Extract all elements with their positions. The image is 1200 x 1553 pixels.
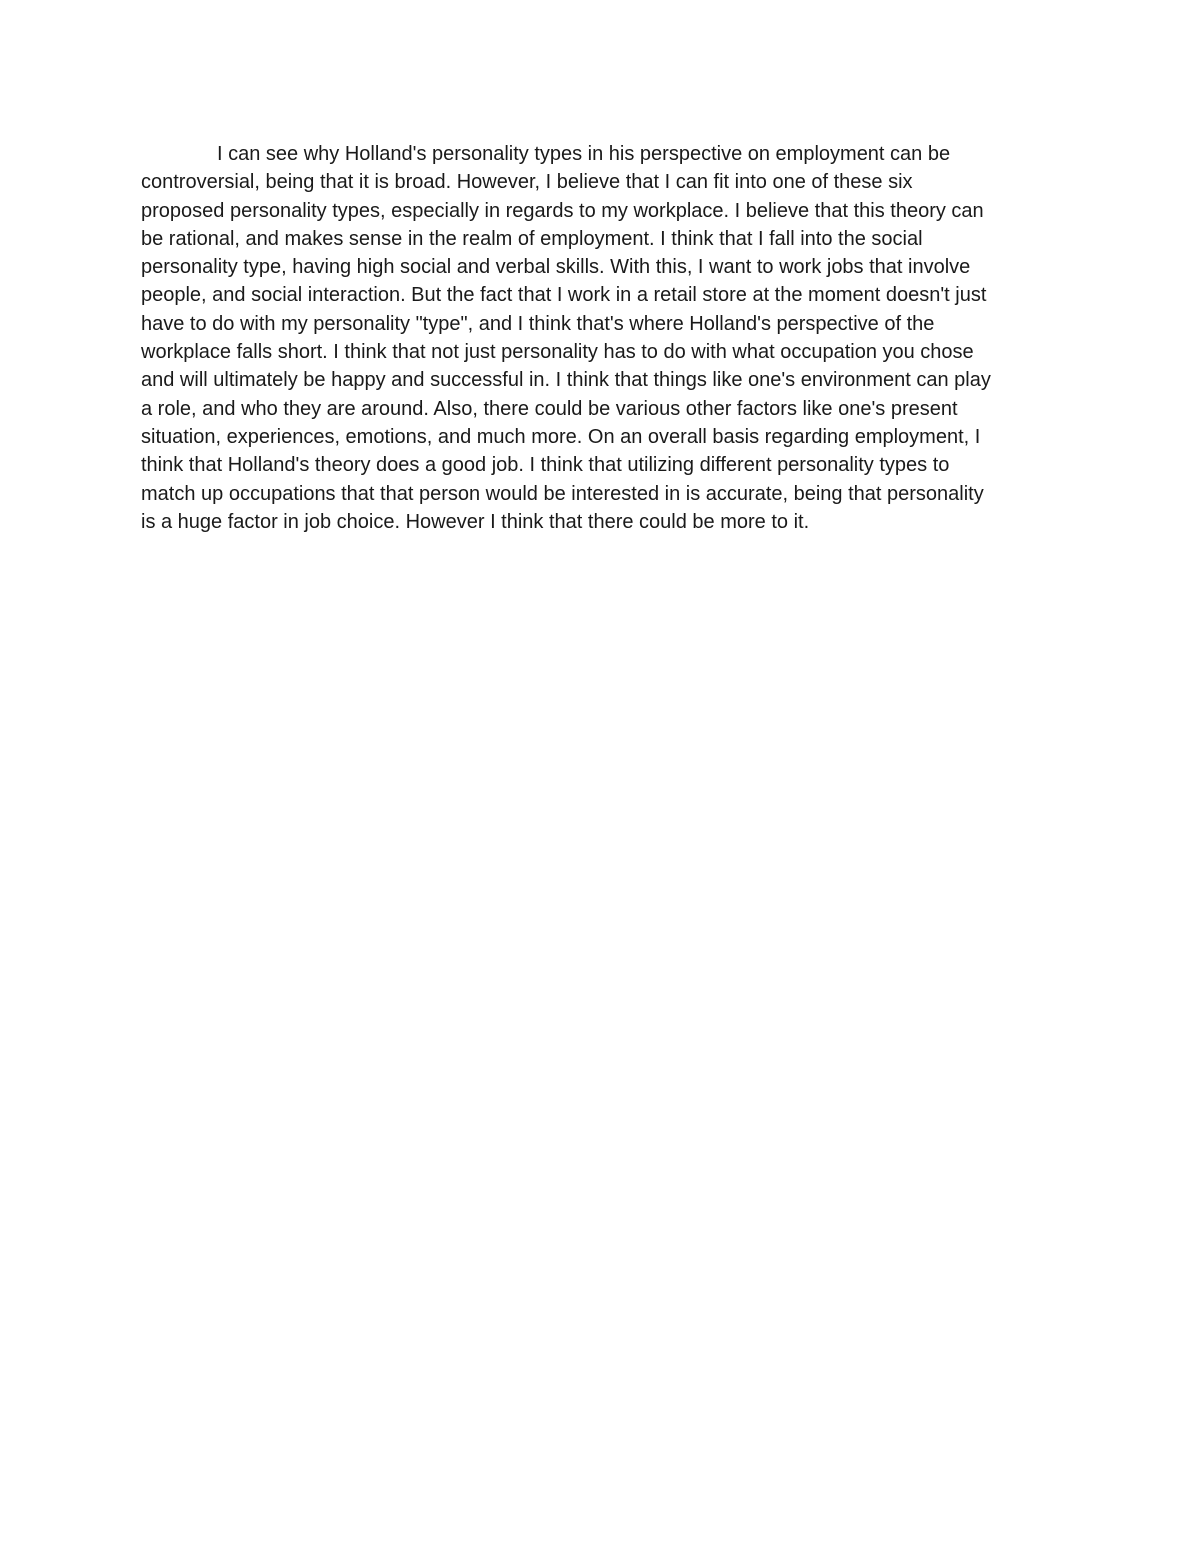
paragraph-line-6: people, and social interaction. But the fact that I work in a retail store at the moment doesn't just [141, 284, 987, 307]
paragraph-line-8: workplace falls short. I think that not just personality has to do with what occupation you chose [141, 341, 974, 364]
paragraph-line-5: personality type, having high social and verbal skills. With this, I want to work jobs that involve [141, 256, 971, 279]
paragraph-line-2: controversial, being that it is broad. However, I believe that I can fit into one of these six [141, 171, 913, 194]
paragraph-line-10: a role, and who they are around. Also, there could be various other factors like one's present [141, 397, 958, 420]
paragraph-line-4: be rational, and makes sense in the realm of employment. I think that I fall into the social [141, 227, 923, 250]
paragraph-line-13: match up occupations that that person would be interested in is accurate, being that personality [141, 482, 984, 505]
body-paragraph [141, 140, 1081, 536]
paragraph-line-3: proposed personality types, especially in regards to my workplace. I believe that this theory can [141, 199, 984, 222]
paragraph-line-12: think that Holland's theory does a good job. I think that utilizing different personality types to [141, 454, 950, 477]
paragraph-line-7: have to do with my personality "type", and I think that's where Holland's perspective of the [141, 312, 935, 335]
paragraph-line-14: is a huge factor in job choice. However I think that there could be more to it. [141, 510, 810, 533]
paragraph-line-9: and will ultimately be happy and successful in. I think that things like one's environment can play [141, 369, 991, 392]
paragraph-line-11: situation, experiences, emotions, and much more. On an overall basis regarding employment, I [141, 425, 981, 448]
paragraph-line-1: I can see why Holland's personality types in his perspective on employment can be [217, 143, 951, 165]
